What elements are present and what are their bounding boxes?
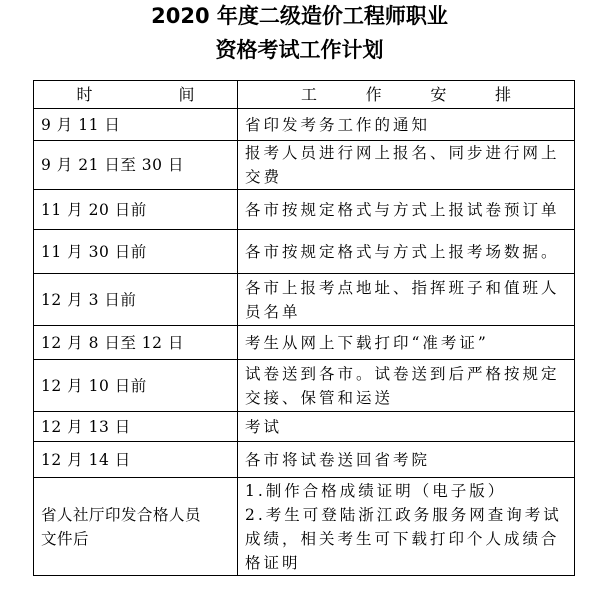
document-title-line2: 资格考试工作计划 [215, 38, 384, 62]
time-line: 省人社厅印发合格人员 [41, 505, 202, 524]
header-work-char: 作 [365, 84, 382, 104]
document-title-line1: 2020 年度二级造价工程师职业 [151, 4, 448, 28]
time-cell: 12 月 3 日前 [34, 274, 238, 326]
time-cell: 11 月 20 日前 [34, 190, 238, 230]
table-row [34, 141, 575, 190]
work-line: 报考人员进行网上报名、同步进行网上 [245, 144, 560, 162]
work-line: 各市上报考点地址、指挥班子和值班人 [245, 278, 560, 297]
table-header-row [34, 81, 575, 109]
work-line: 1.制作合格成绩证明（电子版） [245, 481, 507, 500]
table-row [34, 230, 575, 274]
work-line: 交费 [245, 168, 283, 186]
header-work-char: 安 [430, 84, 447, 104]
table-row [34, 190, 575, 230]
work-line: 各市按规定格式与方式上报考场数据。 [245, 242, 560, 261]
time-cell: 9 月 21 日至 30 日 [34, 141, 238, 190]
work-cell [238, 326, 575, 360]
work-line: 各市将试卷送回省考院 [245, 450, 431, 469]
work-cell [238, 412, 575, 442]
work-cell [238, 190, 575, 230]
work-line: 2.考生可登陆浙江政务服务网查询考试 [245, 505, 562, 524]
header-time-char: 间 [178, 84, 195, 104]
work-line: 试卷送到各市。试卷送到后严格按规定 [245, 364, 560, 383]
work-cell [238, 478, 575, 576]
work-line: 省印发考务工作的通知 [245, 115, 431, 134]
header-time-char: 时 [76, 84, 93, 104]
work-line: 格证明 [245, 553, 301, 572]
table-row [34, 326, 575, 360]
work-line: 交接、保管和运送 [245, 388, 394, 407]
header-work [238, 81, 575, 109]
schedule-table [33, 80, 575, 576]
work-line: 考试 [245, 417, 283, 436]
work-line: 各市按规定格式与方式上报试卷预订单 [245, 200, 560, 219]
header-time [34, 81, 238, 109]
time-cell: 12 月 10 日前 [34, 360, 238, 412]
work-cell [238, 360, 575, 412]
work-cell [238, 274, 575, 326]
time-line: 文件后 [41, 529, 90, 548]
time-cell: 12 月 14 日 [34, 442, 238, 478]
time-cell: 12 月 8 日至 12 日 [34, 326, 238, 360]
table-row [34, 109, 575, 141]
time-cell: 12 月 13 日 [34, 412, 238, 442]
work-cell [238, 109, 575, 141]
table-row [34, 274, 575, 326]
work-line: 考生从网上下载打印“准考证” [245, 333, 489, 352]
work-cell [238, 141, 575, 190]
header-work-char: 排 [494, 84, 511, 104]
work-line: 成绩，相关考生可下载打印个人成绩合 [245, 529, 560, 548]
work-line: 员名单 [245, 302, 301, 321]
time-cell [34, 478, 238, 576]
table-row [34, 360, 575, 412]
table-row [34, 478, 575, 576]
work-cell [238, 442, 575, 478]
table-row [34, 442, 575, 478]
time-cell: 9 月 11 日 [34, 109, 238, 141]
time-cell: 11 月 30 日前 [34, 230, 238, 274]
table-row [34, 412, 575, 442]
header-work-char: 工 [301, 84, 318, 104]
work-cell [238, 230, 575, 274]
